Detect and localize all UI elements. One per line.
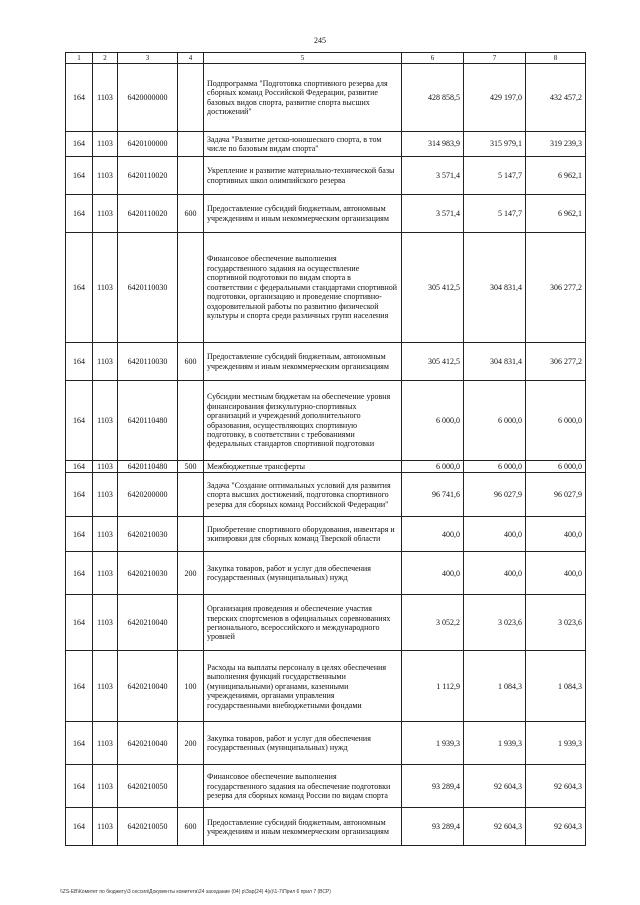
cell-amount-year1: 3 571,4 <box>402 157 464 195</box>
cell-amount-year2: 92 604,3 <box>464 808 526 846</box>
cell-description: Задача "Развитие детско-юношеского спорта, в том числе по базовым видам спорта" <box>204 132 402 157</box>
cell-description: Подпрограмма "Подготовка спортивного резерва для сборных команд Российской Федерации, развитие базовых видов спорта, развитие спорта высших достижений" <box>204 64 402 132</box>
cell-description: Предоставление субсидий бюджетным, автономным учреждениям и иным некоммерческим организациям <box>204 195 402 233</box>
cell-ministry-code: 164 <box>66 722 93 765</box>
table-row <box>66 552 586 595</box>
cell-amount-year3: 92 604,3 <box>526 808 586 846</box>
table-row <box>66 808 586 846</box>
table-row <box>66 722 586 765</box>
cell-amount-year1: 400,0 <box>402 552 464 595</box>
cell-ministry-code: 164 <box>66 473 93 517</box>
cell-ministry-code: 164 <box>66 651 93 722</box>
table-row <box>66 343 586 381</box>
cell-amount-year3: 400,0 <box>526 517 586 552</box>
cell-target-article: 6420110030 <box>118 233 178 343</box>
cell-section-code: 1103 <box>93 473 118 517</box>
cell-amount-year3: 96 027,9 <box>526 473 586 517</box>
cell-amount-year2: 5 147,7 <box>464 157 526 195</box>
table-row <box>66 381 586 461</box>
cell-target-article: 6420110020 <box>118 157 178 195</box>
cell-target-article: 6420210050 <box>118 808 178 846</box>
table-row <box>66 595 586 651</box>
cell-amount-year3: 92 604,3 <box>526 765 586 808</box>
cell-target-article: 6420210040 <box>118 651 178 722</box>
table-row <box>66 157 586 195</box>
cell-expense-type: 100 <box>178 651 204 722</box>
cell-description: Предоставление субсидий бюджетным, автономным учреждениям и иным некоммерческим организациям <box>204 343 402 381</box>
cell-ministry-code: 164 <box>66 517 93 552</box>
column-header: 8 <box>526 53 586 64</box>
cell-amount-year3: 319 239,3 <box>526 132 586 157</box>
cell-section-code: 1103 <box>93 64 118 132</box>
cell-expense-type <box>178 765 204 808</box>
cell-section-code: 1103 <box>93 132 118 157</box>
cell-target-article: 6420210030 <box>118 517 178 552</box>
footer-file-path: \\ZS-EB\Комитет по бюджету\3 сессия\Документы комитета\24 заседание (04) р\Зар(24) 4(к)\1-7\Прил 6 прил 7 (ВСР) <box>60 889 331 895</box>
cell-description: Закупка товаров, работ и услуг для обеспечения государственных (муниципальных) нужд <box>204 552 402 595</box>
cell-expense-type <box>178 473 204 517</box>
cell-amount-year1: 6 000,0 <box>402 381 464 461</box>
cell-amount-year2: 304 831,4 <box>464 233 526 343</box>
table-row <box>66 132 586 157</box>
table-row <box>66 233 586 343</box>
cell-ministry-code: 164 <box>66 343 93 381</box>
cell-amount-year3: 6 000,0 <box>526 461 586 473</box>
cell-target-article: 6420110020 <box>118 195 178 233</box>
cell-expense-type <box>178 595 204 651</box>
table-row <box>66 651 586 722</box>
table-row <box>66 765 586 808</box>
cell-description: Закупка товаров, работ и услуг для обеспечения государственных (муниципальных) нужд <box>204 722 402 765</box>
cell-amount-year3: 6 000,0 <box>526 381 586 461</box>
cell-amount-year2: 5 147,7 <box>464 195 526 233</box>
table-body <box>66 64 586 846</box>
column-header: 7 <box>464 53 526 64</box>
cell-amount-year1: 3 571,4 <box>402 195 464 233</box>
cell-amount-year3: 306 277,2 <box>526 233 586 343</box>
cell-amount-year1: 428 858,5 <box>402 64 464 132</box>
cell-amount-year1: 93 289,4 <box>402 765 464 808</box>
cell-ministry-code: 164 <box>66 132 93 157</box>
cell-expense-type <box>178 233 204 343</box>
cell-amount-year1: 305 412,5 <box>402 343 464 381</box>
cell-description: Расходы на выплаты персоналу в целях обеспечения выполнения функций государственными (муниципальными) органами, казенными учреждениями, органами управления государственными внебюджетными фондами <box>204 651 402 722</box>
cell-section-code: 1103 <box>93 195 118 233</box>
cell-description: Предоставление субсидий бюджетным, автономным учреждениям и иным некоммерческим организациям <box>204 808 402 846</box>
cell-target-article: 6420100000 <box>118 132 178 157</box>
cell-section-code: 1103 <box>93 461 118 473</box>
table-row <box>66 473 586 517</box>
cell-section-code: 1103 <box>93 233 118 343</box>
cell-ministry-code: 164 <box>66 765 93 808</box>
cell-amount-year2: 6 000,0 <box>464 381 526 461</box>
cell-amount-year1: 1 939,3 <box>402 722 464 765</box>
cell-amount-year3: 400,0 <box>526 552 586 595</box>
cell-expense-type <box>178 132 204 157</box>
cell-description: Межбюджетные трансферты <box>204 461 402 473</box>
cell-amount-year1: 6 000,0 <box>402 461 464 473</box>
table-row <box>66 517 586 552</box>
table-row <box>66 195 586 233</box>
cell-amount-year2: 92 604,3 <box>464 765 526 808</box>
cell-expense-type <box>178 64 204 132</box>
cell-expense-type: 600 <box>178 343 204 381</box>
cell-description: Финансовое обеспечение выполнения государственного задания на осуществление спортивной подготовки по видам спорта в соответствии с федеральными стандартами спортивной подготовки, организацию и проведение спортивно-оздоровительной работы по развитию физической культуры и спорта среди различных групп населения <box>204 233 402 343</box>
table-row <box>66 64 586 132</box>
cell-expense-type: 600 <box>178 195 204 233</box>
page-number: 245 <box>314 36 326 45</box>
cell-amount-year2: 400,0 <box>464 517 526 552</box>
cell-section-code: 1103 <box>93 157 118 195</box>
cell-target-article: 6420000000 <box>118 64 178 132</box>
column-header: 6 <box>402 53 464 64</box>
cell-amount-year1: 93 289,4 <box>402 808 464 846</box>
cell-amount-year1: 305 412,5 <box>402 233 464 343</box>
cell-amount-year2: 304 831,4 <box>464 343 526 381</box>
cell-amount-year3: 3 023,6 <box>526 595 586 651</box>
cell-amount-year2: 1 084,3 <box>464 651 526 722</box>
cell-ministry-code: 164 <box>66 552 93 595</box>
cell-amount-year2: 3 023,6 <box>464 595 526 651</box>
cell-amount-year1: 3 052,2 <box>402 595 464 651</box>
cell-amount-year3: 432 457,2 <box>526 64 586 132</box>
column-header: 4 <box>178 53 204 64</box>
cell-amount-year2: 1 939,3 <box>464 722 526 765</box>
cell-section-code: 1103 <box>93 722 118 765</box>
cell-amount-year1: 400,0 <box>402 517 464 552</box>
cell-amount-year1: 314 983,9 <box>402 132 464 157</box>
cell-section-code: 1103 <box>93 651 118 722</box>
cell-section-code: 1103 <box>93 595 118 651</box>
cell-ministry-code: 164 <box>66 381 93 461</box>
cell-amount-year2: 315 979,1 <box>464 132 526 157</box>
cell-amount-year3: 1 084,3 <box>526 651 586 722</box>
cell-section-code: 1103 <box>93 381 118 461</box>
cell-description: Финансовое обеспечение выполнения государственного задания на обеспечение подготовки резерва для сборных команд России по видам спорта <box>204 765 402 808</box>
cell-section-code: 1103 <box>93 765 118 808</box>
cell-amount-year1: 1 112,9 <box>402 651 464 722</box>
cell-amount-year1: 96 741,6 <box>402 473 464 517</box>
cell-target-article: 6420210040 <box>118 595 178 651</box>
cell-amount-year2: 429 197,0 <box>464 64 526 132</box>
column-header: 5 <box>204 53 402 64</box>
cell-expense-type <box>178 157 204 195</box>
cell-section-code: 1103 <box>93 517 118 552</box>
cell-description: Укрепление и развитие материально-технической базы спортивных школ олимпийского резерва <box>204 157 402 195</box>
cell-ministry-code: 164 <box>66 808 93 846</box>
cell-description: Организация проведения и обеспечение участия тверских спортсменов в официальных соревнованиях регионального, всероссийского и международного уровней <box>204 595 402 651</box>
cell-section-code: 1103 <box>93 808 118 846</box>
cell-ministry-code: 164 <box>66 233 93 343</box>
cell-section-code: 1103 <box>93 552 118 595</box>
cell-description: Субсидии местным бюджетам на обеспечение уровня финансирования физкультурно-спортивных организаций и учреждений дополнительного образования, осуществляющих спортивную подготовку, в соответствии с требованиями федеральных стандартов спортивной подготовки <box>204 381 402 461</box>
cell-ministry-code: 164 <box>66 195 93 233</box>
cell-amount-year3: 1 939,3 <box>526 722 586 765</box>
cell-target-article: 6420110480 <box>118 381 178 461</box>
cell-description: Задача "Создание оптимальных условий для развития спорта высших достижений, подготовка спортивного резерва для сборных команд Российской Федерации" <box>204 473 402 517</box>
budget-table <box>65 52 586 846</box>
cell-target-article: 6420110480 <box>118 461 178 473</box>
cell-ministry-code: 164 <box>66 461 93 473</box>
column-number-row <box>66 53 586 64</box>
cell-target-article: 6420210040 <box>118 722 178 765</box>
cell-target-article: 6420200000 <box>118 473 178 517</box>
cell-amount-year2: 6 000,0 <box>464 461 526 473</box>
cell-section-code: 1103 <box>93 343 118 381</box>
cell-expense-type <box>178 381 204 461</box>
cell-target-article: 6420210030 <box>118 552 178 595</box>
cell-target-article: 6420210050 <box>118 765 178 808</box>
cell-amount-year3: 306 277,2 <box>526 343 586 381</box>
cell-expense-type: 500 <box>178 461 204 473</box>
cell-target-article: 6420110030 <box>118 343 178 381</box>
column-header: 3 <box>118 53 178 64</box>
cell-amount-year2: 96 027,9 <box>464 473 526 517</box>
cell-ministry-code: 164 <box>66 64 93 132</box>
cell-expense-type: 200 <box>178 722 204 765</box>
column-header: 2 <box>93 53 118 64</box>
cell-amount-year3: 6 962,1 <box>526 195 586 233</box>
cell-description: Приобретение спортивного оборудования, инвентаря и экипировки для сборных команд Тверской области <box>204 517 402 552</box>
cell-amount-year3: 6 962,1 <box>526 157 586 195</box>
cell-ministry-code: 164 <box>66 595 93 651</box>
cell-amount-year2: 400,0 <box>464 552 526 595</box>
column-header: 1 <box>66 53 93 64</box>
table-row <box>66 461 586 473</box>
cell-ministry-code: 164 <box>66 157 93 195</box>
cell-expense-type: 600 <box>178 808 204 846</box>
cell-expense-type <box>178 517 204 552</box>
cell-expense-type: 200 <box>178 552 204 595</box>
